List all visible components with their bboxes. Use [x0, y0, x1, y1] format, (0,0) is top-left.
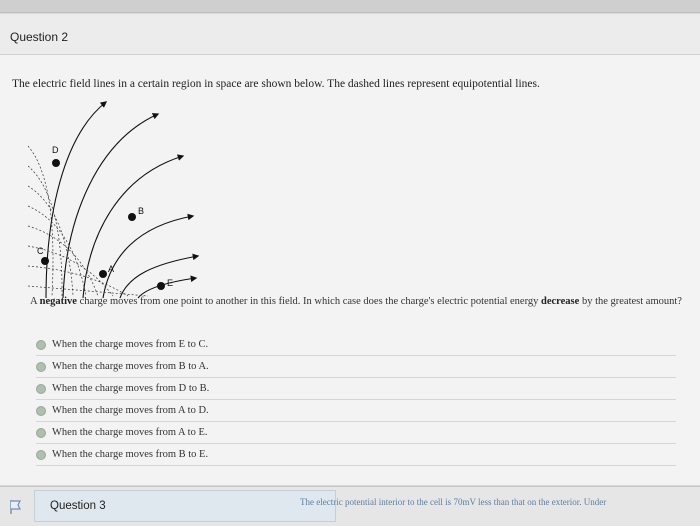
radio-icon[interactable] — [36, 428, 46, 438]
flag-icon[interactable] — [8, 498, 24, 516]
field-line — [83, 156, 183, 298]
question-prompt — [30, 296, 690, 307]
label-c: C — [37, 246, 44, 256]
label-d: D — [52, 145, 59, 155]
answer-option-label: When the charge moves from D to B. — [52, 383, 210, 394]
prompt-bold-negative: negative — [39, 296, 77, 307]
field-line — [103, 216, 193, 298]
top-strip — [0, 0, 700, 13]
radio-icon[interactable] — [36, 340, 46, 350]
answer-option[interactable] — [36, 400, 676, 422]
label-e: E — [167, 278, 174, 288]
question-header — [0, 14, 700, 55]
answer-option[interactable] — [36, 356, 676, 378]
answer-option-label: When the charge moves from B to A. — [52, 361, 209, 372]
label-a: A — [108, 264, 115, 274]
radio-icon[interactable] — [36, 384, 46, 394]
point-c — [41, 257, 49, 265]
answer-option-label: When the charge moves from E to C. — [52, 339, 209, 350]
field-line — [46, 102, 106, 298]
radio-icon[interactable] — [36, 450, 46, 460]
point-d — [52, 159, 60, 167]
prompt-post: by the greatest amount? — [581, 296, 682, 307]
answer-option[interactable] — [36, 334, 676, 356]
question-3-title: Question 3 — [50, 500, 106, 512]
prompt-bold-decrease: decrease — [541, 296, 580, 307]
prompt-pre: A — [30, 296, 38, 307]
answer-options — [36, 334, 676, 466]
answer-option-label: When the charge moves from B to E. — [52, 449, 209, 460]
field-line — [120, 256, 198, 298]
answer-option[interactable] — [36, 444, 676, 466]
answer-option-label: When the charge moves from A to E. — [52, 427, 208, 438]
point-e — [157, 282, 165, 290]
answer-option[interactable] — [36, 422, 676, 444]
point-b — [128, 213, 136, 221]
prompt-mid: charge moves from one point to another in this field. In which case does the charge's electric potential energy — [79, 296, 539, 307]
answer-option-label: When the charge moves from A to D. — [52, 405, 209, 416]
point-a — [99, 270, 107, 278]
question-stem: The electric field lines in a certain region in space are shown below. The dashed lines represent equipotential lines. — [12, 78, 540, 90]
radio-icon[interactable] — [36, 406, 46, 416]
question-title: Question 2 — [10, 30, 69, 44]
answer-option[interactable] — [36, 378, 676, 400]
question-3-preview: The electric potential interior to the cell is 70mV less than that on the exterior. Under — [300, 497, 607, 507]
radio-icon[interactable] — [36, 362, 46, 372]
label-b: B — [138, 206, 145, 216]
field-lines-figure — [28, 96, 228, 301]
